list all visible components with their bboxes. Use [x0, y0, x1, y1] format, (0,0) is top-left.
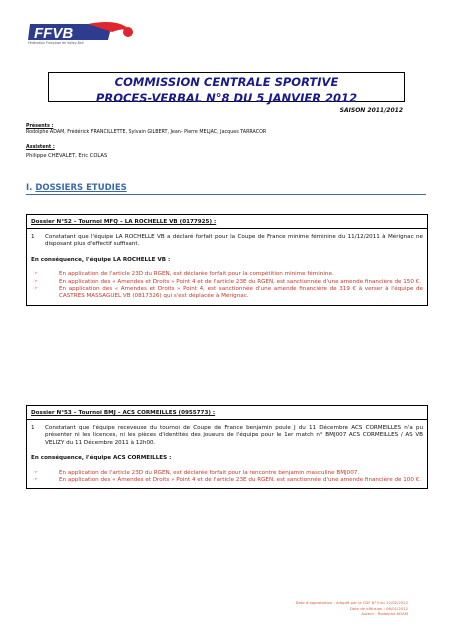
- footer-approval: Date d'approbation : Adopté par la CDF N°3 du 12/02/2012: [295, 600, 408, 605]
- assistent-label: Assistent :: [26, 145, 55, 150]
- presents-names: Rodolphe ADAM, Frédérick FRANCILLETTE, Sylvain GILBERT, Jean- Pierre MELJAC, Jacques TARRACOR: [26, 130, 267, 135]
- dossier-header: Dossier N°52 – Tournoi MFQ – LA ROCHELLE VB (0177925) :: [31, 219, 217, 225]
- document-title: [48, 72, 405, 105]
- sanction-item: ☞ En application des « Amendes et Droits » Point 4 et de l'article 23E du RGEN, est sanctionnée d'une amende financière de 100 €.: [33, 477, 422, 484]
- sanction-item: ☞ En application des « Amendes et Droits » Point 4 et de l'article 23E du RGEN, est sanctionnée d'une amende financière de 150 €.: [33, 278, 422, 285]
- dossier-52: [26, 214, 428, 306]
- point-number: 1: [31, 425, 35, 431]
- dossier-53: [26, 405, 428, 489]
- point-text: Constatant que l'équipe receveuse du tournoi de Coupe de France benjamin poule J du 11 Décembre ACS CORMEILLES n'a pu présenter ni les licences, ni les pièces d'identités des joueurs de l'équipe pour le 1er match n° BMJ007 ACS CORMEILLES / AS VB VELIZY du 11 Décembre 2011 à 12h00.: [45, 425, 423, 446]
- sanction-item: ☞ En application de l'article 23D du RGEN, est déclarée forfait pour la compétition minime féminine.: [33, 271, 334, 278]
- dossier-body: [27, 228, 427, 305]
- pointing-hand-icon: ☞: [33, 477, 39, 484]
- section-number: I.: [26, 183, 33, 193]
- point-number: 1: [31, 234, 35, 240]
- consequence: En conséquence, l'équipe LA ROCHELLE VB :: [31, 256, 171, 263]
- footer-diffusion: Date de diffusion : 06/01/2012: [349, 605, 408, 611]
- dossier-point: [31, 234, 423, 249]
- sanction-item: ☞ En application des « Amendes et Droits » Point 4, est sanctionnée d'une amende financière de 319 € à verser à l'équipe de CASTRES MASSAGUEL VB (0817326) qui s'est déplacée à Mérignac.: [33, 286, 423, 300]
- pointing-hand-icon: ☞: [33, 286, 39, 293]
- logo-tagline: Fédération Française de Volley-Ball: [28, 41, 84, 45]
- section-title: DOSSIERS ETUDIES: [35, 183, 127, 193]
- footer-author: Auteur : Rodolphe ADAM: [361, 611, 408, 617]
- dossier-body: [27, 419, 427, 488]
- logo-text: FFVB: [34, 25, 74, 42]
- dossier-header: Dossier N°53 – Tournoi BMJ – ACS CORMEILLES (0955773) :: [31, 410, 216, 416]
- section-rule: [26, 194, 426, 195]
- pointing-hand-icon: ☞: [33, 278, 39, 285]
- title-line-2: PROCES-VERBAL N°8 DU 5 JANVIER 2012: [95, 91, 358, 105]
- pointing-hand-icon: ☞: [33, 469, 39, 476]
- section-heading: [26, 183, 127, 193]
- saison-label: SAISON 2011/2012: [339, 107, 403, 114]
- sanction-item: ☞ En application de l'article 23D du RGEN, est déclarée forfait pour la rencontre benjamin masculine BMJ007.: [33, 469, 360, 476]
- pointing-hand-icon: ☞: [33, 271, 39, 278]
- point-text: Constatant que l'équipe LA ROCHELLE VB a déclaré forfait pour la Coupe de France minime féminine du 11/12/2011 à Mérignac ne disposant plus d'effectif suffisant.: [45, 234, 423, 248]
- ffvb-logo: [28, 20, 138, 56]
- dossier-point: [31, 425, 423, 447]
- document-footer: [296, 600, 408, 617]
- consequence: En conséquence, l'équipe ACS CORMEILLES :: [31, 455, 172, 462]
- title-line-1: COMMISSION CENTRALE SPORTIVE: [114, 75, 339, 89]
- assistent-names: Philippe CHEVALET, Eric COLAS: [26, 153, 108, 159]
- presents-label: Présents :: [26, 124, 54, 129]
